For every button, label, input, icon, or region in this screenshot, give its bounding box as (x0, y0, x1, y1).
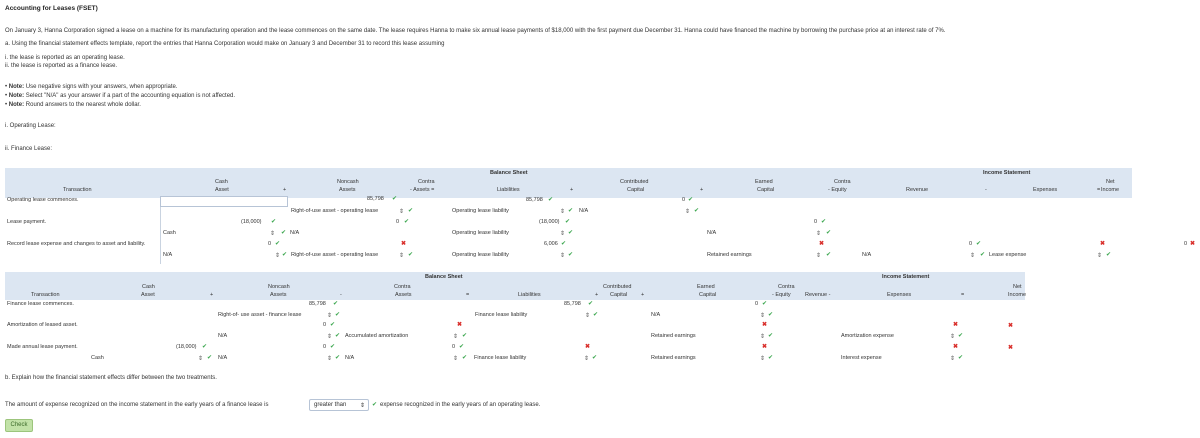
check-icon: ✔ (392, 196, 398, 202)
col-net: Net (1013, 284, 1022, 290)
chevron-updown-icon[interactable]: ⇕ (685, 209, 691, 215)
check-icon: ✔ (565, 219, 571, 225)
op-minus-is: - (985, 187, 987, 193)
comparison-select[interactable] (309, 399, 369, 411)
fin-r3-noncash-select[interactable]: N/A (218, 355, 228, 361)
note-label: Note: (8, 102, 25, 108)
income-statement-heading: Income Statement (882, 274, 930, 280)
fin-r3-contra-value: 0 (452, 344, 456, 350)
fin-r2-earned-select[interactable]: Retained earnings (651, 333, 696, 339)
check-icon: ✔ (976, 241, 982, 247)
op-r1-earned-value: 0 (682, 197, 686, 203)
check-icon: ✔ (688, 197, 694, 203)
op-r2-liab-value: (18,000) (539, 219, 560, 225)
col-earned: Earned (755, 179, 773, 185)
op-r2-contra-value: 0 (814, 219, 818, 225)
fin-r3-earned-select[interactable]: Retained earnings (651, 355, 696, 361)
col-liabilities: Liabilities (497, 187, 520, 193)
op-minus: - (410, 187, 412, 193)
fin-equals-is: = (961, 292, 965, 298)
op-r3-expense-select[interactable]: Lease expense (989, 252, 1027, 258)
col-expenses: Expenses (1033, 187, 1058, 193)
fin-plus-1: + (210, 292, 214, 298)
op-r1-liab-select[interactable]: Operating lease liability (452, 208, 509, 214)
col-contributed-capital: Capital (627, 187, 645, 193)
col-contra-equity: Contra (834, 179, 851, 185)
col-contributed-capital: Capital (610, 292, 628, 298)
check-icon: ✔ (335, 355, 341, 361)
fin-r2-noncash-select[interactable]: N/A (218, 333, 228, 339)
check-icon: ✔ (404, 219, 410, 225)
check-icon: ✔ (588, 301, 594, 307)
option-i-text: i. the lease is reported as an operating lease. (5, 55, 125, 61)
check-icon: ✔ (372, 402, 378, 408)
cross-icon: ✖ (1008, 323, 1014, 329)
fin-r1-noncash-value: 85,798 (309, 301, 326, 307)
op-r3-net-value: 0 (1184, 241, 1188, 247)
chevron-updown-icon[interactable]: ⇕ (950, 334, 956, 340)
cross-icon: ✖ (1008, 345, 1014, 351)
fin-r2-expense-select[interactable]: Amortization expense (841, 333, 894, 339)
part-b-text: b. Explain how the financial statement effects differ between the two treatments. (5, 375, 217, 381)
header-band (5, 168, 1132, 198)
fin-r3-expense-select[interactable]: Interest expense (841, 355, 882, 361)
check-icon: ✔ (335, 333, 341, 339)
check-icon: ✔ (958, 355, 964, 361)
equity-word: Equity (775, 292, 791, 298)
fin-r3-transaction: Made annual lease payment. (7, 344, 78, 350)
chevron-updown-icon[interactable]: ⇕ (950, 356, 956, 362)
chevron-updown-icon[interactable]: ⇕ (327, 356, 333, 362)
chevron-updown-icon[interactable]: ⇕ (760, 356, 766, 362)
cross-icon: ✖ (457, 322, 463, 328)
option-ii-text: ii. the lease is reported as a finance lease. (5, 63, 118, 69)
col-cash: Cash (142, 284, 155, 290)
cross-icon: ✖ (762, 344, 768, 350)
fin-r3-noncash-value: 0 (323, 344, 327, 350)
check-button[interactable]: Check (5, 419, 33, 432)
revenue-word: Revenue (805, 292, 828, 298)
note-text: Use negative signs with your answers, when appropriate. (24, 84, 178, 90)
cross-icon: ✖ (953, 322, 959, 328)
op-r2-cash-select[interactable]: Cash (163, 230, 176, 236)
op-r3-liab-select[interactable]: Operating lease liability (452, 252, 509, 258)
check-icon: ✔ (568, 208, 574, 214)
chevron-updown-icon[interactable]: ⇕ (327, 334, 333, 340)
op-r3-liab-value: 6,006 (544, 241, 558, 247)
check-icon: ✔ (462, 355, 468, 361)
check-icon: ✔ (548, 197, 554, 203)
check-icon: ✔ (821, 219, 827, 225)
check-icon: ✔ (459, 344, 465, 350)
col-contra-equity-label (772, 292, 791, 298)
op-r2-earned-select[interactable]: N/A (707, 230, 717, 236)
chevron-updown-icon[interactable]: ⇕ (560, 231, 566, 237)
check-icon: ✔ (408, 208, 414, 214)
col-liabilities: Liabilities (518, 292, 541, 298)
chevron-updown-icon[interactable]: ⇕ (399, 209, 405, 215)
op-plus-3: + (700, 187, 704, 193)
cross-icon: ✖ (585, 344, 591, 350)
check-icon: ✔ (271, 219, 277, 225)
fin-minus: - (772, 292, 774, 298)
chevron-updown-icon[interactable]: ⇕ (399, 253, 405, 259)
fin-r3-contra-select[interactable]: N/A (345, 355, 355, 361)
op-equals: = (431, 187, 435, 193)
note-2: • Note: Select "N/A" as your answer if a part of the accounting equation is not affected. (5, 93, 236, 99)
col-contra: Contra (394, 284, 411, 290)
op-r3-noncash-select[interactable]: Right-of-use asset - operating lease (291, 252, 379, 258)
check-icon: ✔ (826, 252, 832, 258)
chevron-updown-icon[interactable]: ⇕ (816, 231, 822, 237)
col-earned-capital: Capital (757, 187, 775, 193)
op-r3-cash-select[interactable]: N/A (163, 252, 173, 258)
check-icon: ✔ (408, 252, 414, 258)
check-icon: ✔ (207, 355, 213, 361)
fin-r1-noncash-select[interactable]: Right-of- use asset - finance lease (218, 312, 302, 318)
check-icon: ✔ (333, 301, 339, 307)
op-r1-noncash-select[interactable]: Right-of-use asset - operating lease (291, 208, 379, 214)
col-contra-equity-label (828, 187, 847, 193)
comparison-select-value: greater than (314, 402, 347, 408)
op-plus-2: + (570, 187, 574, 193)
op-r1-contrib-select[interactable]: N/A (579, 208, 589, 214)
fin-r3-cash-select[interactable]: Cash (91, 355, 104, 361)
cross-icon: ✖ (953, 344, 959, 350)
check-icon: ✔ (281, 230, 287, 236)
op-r2-transaction: Lease payment. (7, 219, 47, 225)
col-earned: Earned (697, 284, 715, 290)
fin-r1-earned-select[interactable]: N/A (651, 312, 661, 318)
col-noncash: Noncash (337, 179, 359, 185)
check-icon: ✔ (768, 355, 774, 361)
chevron-updown-icon[interactable]: ⇕ (453, 356, 459, 362)
check-icon: ✔ (762, 301, 768, 307)
op-plus-1: + (283, 187, 287, 193)
cross-icon: ✖ (819, 241, 825, 247)
check-icon: ✔ (202, 344, 208, 350)
check-icon: ✔ (694, 208, 700, 214)
chevron-updown-icon[interactable]: ⇕ (584, 356, 590, 362)
note-label: Note: (8, 84, 25, 90)
op-r2-cash-value: (18,000) (241, 219, 262, 225)
fin-r2-noncash-value: 0 (323, 322, 327, 328)
income-statement-heading: Income Statement (983, 170, 1031, 176)
part-a-text: a. Using the financial statement effects template, report the entries that Hanna Corporation would make on January 3 and December 31 to record this lease assuming (5, 41, 445, 47)
col-transaction: Transaction (63, 187, 92, 193)
check-icon: ✔ (768, 333, 774, 339)
col-revenue: Revenue (906, 187, 929, 193)
chevron-updown-icon: ⇕ (359, 403, 365, 409)
header-band (5, 272, 1025, 300)
fin-r1-earned-value: 0 (755, 301, 759, 307)
check-icon: ✔ (462, 333, 468, 339)
fin-minus: - (340, 292, 342, 298)
finance-lease-label: ii. Finance Lease: (5, 146, 53, 152)
col-net: Net (1106, 179, 1115, 185)
col-net-income: Income (1101, 187, 1120, 193)
op-r1-transaction: Operating lease commences. (7, 197, 79, 203)
op-minus: - (828, 187, 830, 193)
operating-lease-label: i. Operating Lease: (5, 123, 56, 129)
note-text: Round answers to the nearest whole dollar. (24, 102, 141, 108)
check-icon: ✔ (826, 230, 832, 236)
op-r1-contra-value: 0 (396, 219, 400, 225)
col-noncash-assets: Assets (270, 292, 287, 298)
chevron-updown-icon[interactable]: ⇕ (560, 253, 566, 259)
check-icon: ✔ (282, 252, 288, 258)
op-r1-cash-input[interactable] (160, 196, 288, 207)
cross-icon: ✖ (1190, 241, 1196, 247)
col-transaction: Transaction (31, 292, 60, 298)
col-contra-assets: Assets (395, 292, 412, 298)
col-contra: Contra (418, 179, 435, 185)
chevron-updown-icon[interactable]: ⇕ (816, 253, 822, 259)
fin-r2-transaction: Amortization of leased asset. (7, 322, 78, 328)
col-contra-equity: Contra (778, 284, 795, 290)
balance-sheet-heading: Balance Sheet (490, 170, 528, 176)
col-asset: Asset (215, 187, 229, 193)
balance-sheet-heading: Balance Sheet (425, 274, 463, 280)
fin-r1-transaction: Finance lease commences. (7, 301, 74, 307)
fin-plus-3: + (641, 292, 645, 298)
chevron-updown-icon[interactable]: ⇕ (585, 313, 591, 319)
cross-icon: ✖ (401, 241, 407, 247)
op-r3-contra-select[interactable]: N/A (862, 252, 872, 258)
divider (160, 198, 161, 264)
cross-icon: ✖ (1100, 241, 1106, 247)
op-r3-noncash-value: 0 (268, 241, 272, 247)
chevron-updown-icon[interactable]: ⇕ (560, 209, 566, 215)
check-icon: ✔ (768, 312, 774, 318)
chevron-updown-icon[interactable]: ⇕ (1097, 253, 1103, 259)
note-text: Select "N/A" as your answer if a part of the accounting equation is not affected. (24, 93, 236, 99)
problem-intro: On January 3, Hanna Corporation signed a lease on a machine for its manufacturing operation and the lease commences on the same date. The lease requires Hanna to make six annual lease payments of $18,000 with the first payment due December 31. Hanna could have financed the machine by borrowing the purchase price at an interest rate of 7%. (5, 28, 946, 34)
chevron-updown-icon[interactable]: ⇕ (760, 313, 766, 319)
check-icon: ✔ (980, 252, 986, 258)
chevron-updown-icon[interactable]: ⇕ (327, 313, 333, 319)
check-icon: ✔ (592, 355, 598, 361)
equity-word: Equity (831, 187, 847, 193)
chevron-updown-icon[interactable]: ⇕ (275, 253, 281, 259)
fin-r3-cash-value: (18,000) (176, 344, 197, 350)
chevron-updown-icon[interactable]: ⇕ (760, 334, 766, 340)
assets-word: Assets (413, 187, 430, 193)
op-r2-noncash-select[interactable]: N/A (290, 230, 300, 236)
chevron-updown-icon[interactable]: ⇕ (198, 356, 204, 362)
check-icon: ✔ (330, 322, 336, 328)
check-icon: ✔ (275, 241, 281, 247)
op-r3-earned-select[interactable]: Retained earnings (707, 252, 752, 258)
check-icon: ✔ (1106, 252, 1112, 258)
fin-equals: = (466, 292, 470, 298)
fin-r2-contra-select[interactable]: Accumulated amortization (345, 333, 409, 339)
col-earned-capital: Capital (699, 292, 717, 298)
op-equals-is: = (1097, 187, 1101, 193)
chevron-updown-icon[interactable]: ⇕ (270, 231, 276, 237)
note-3: • Note: Round answers to the nearest whole dollar. (5, 102, 141, 108)
col-asset: Asset (141, 292, 155, 298)
note-label: Note: (8, 93, 25, 99)
col-expenses: Expenses (887, 292, 912, 298)
answer-sentence-end: expense recognized in the early years of an operating lease. (380, 402, 541, 408)
answer-sentence-start: The amount of expense recognized on the income statement in the early years of a finance lease is (5, 402, 269, 408)
cross-icon: ✖ (762, 322, 768, 328)
check-icon: ✔ (330, 344, 336, 350)
op-r2-liab-select[interactable]: Operating lease liability (452, 230, 509, 236)
page-title: Accounting for Leases (FSET) (5, 5, 98, 12)
col-contributed: Contributed (620, 179, 649, 185)
note-1: • Note: Use negative signs with your answers, when appropriate. (5, 84, 178, 90)
chevron-updown-icon[interactable]: ⇕ (453, 334, 459, 340)
check-icon: ✔ (561, 241, 567, 247)
fin-r1-liab-value: 85,798 (564, 301, 581, 307)
fin-plus-2: + (595, 292, 599, 298)
op-r1-liab-value: 85,798 (526, 197, 543, 203)
op-r1-noncash-value: 85,798 (367, 196, 384, 202)
fin-minus: - (828, 292, 831, 298)
col-contributed: Contributed (603, 284, 632, 290)
check-icon: ✔ (568, 252, 574, 258)
col-revenue (805, 292, 830, 298)
chevron-updown-icon[interactable]: ⇕ (970, 253, 976, 259)
col-contra-assets (410, 187, 434, 193)
col-noncash: Noncash (268, 284, 290, 290)
check-icon: ✔ (958, 333, 964, 339)
op-r3-expense-value: 0 (969, 241, 973, 247)
op-r3-transaction: Record lease expense and changes to asset and liability. (7, 241, 146, 247)
check-icon: ✔ (593, 312, 599, 318)
col-noncash-assets: Assets (339, 187, 356, 193)
col-net-income: Income (1008, 292, 1027, 298)
col-cash: Cash (215, 179, 228, 185)
check-icon: ✔ (335, 312, 341, 318)
check-icon: ✔ (568, 230, 574, 236)
fin-r1-liab-select[interactable]: Finance lease liability (475, 312, 528, 318)
fin-r3-liab-select[interactable]: Finance lease liability (474, 355, 527, 361)
